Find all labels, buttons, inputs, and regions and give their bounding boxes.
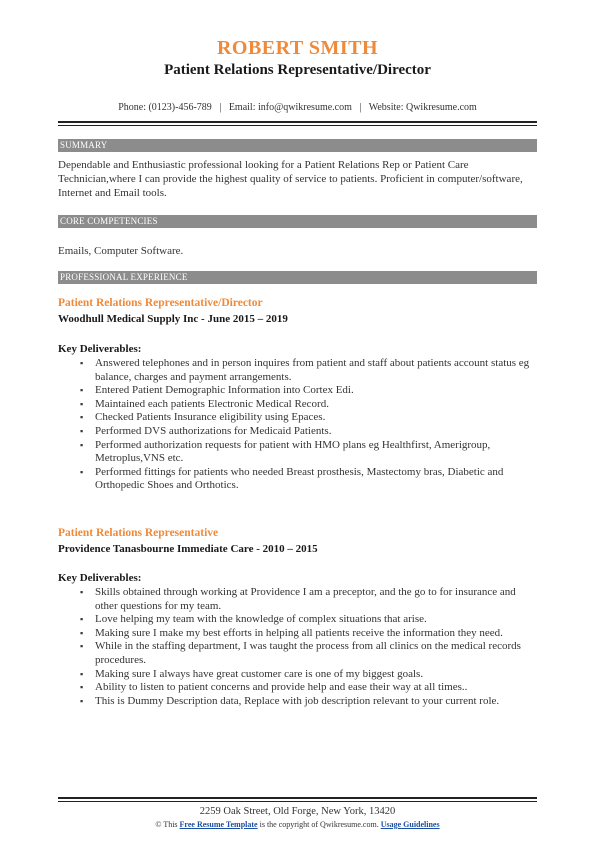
footer-address: 2259 Oak Street, Old Forge, New York, 13420 <box>199 806 396 817</box>
footer-divider-thin <box>58 801 537 802</box>
job-bullets <box>58 586 538 708</box>
header-divider-thin <box>58 125 537 126</box>
contact-separator: | <box>219 102 222 113</box>
list-item: ▪ Skills obtained through working at Providence I am a preceptor, and the go to for insurance and other questions for my team. <box>58 586 538 613</box>
list-item: ▪ Making sure I always have great customer care is one of my biggest goals. <box>58 668 538 682</box>
key-deliverables-label: Key Deliverables: <box>58 572 142 584</box>
job-title: Patient Relations Representative/Director <box>58 297 263 309</box>
list-item: ▪ Making sure I make my best efforts in helping all patients receive the information they need. <box>58 627 538 641</box>
list-item: ▪ Entered Patient Demographic Information into Cortex Edi. <box>58 384 538 398</box>
usage-guidelines-link[interactable]: Usage Guidelines <box>380 820 440 829</box>
section-header-summary: SUMMARY <box>58 139 537 152</box>
list-item: ▪ While in the staffing department, I was taught the process from all clinics on the medical records procedures. <box>58 640 538 667</box>
list-item: ▪ Performed fittings for patients who needed Breast prosthesis, Mastectomy bras, Diabetic and Orthopedic Shoes and Orthotics. <box>58 466 538 493</box>
footer-copyright <box>0 820 595 829</box>
list-item: ▪ Maintained each patients Electronic Medical Record. <box>58 398 538 412</box>
job-company: Providence Tanasbourne Immediate Care - 2010 – 2015 <box>58 543 318 555</box>
job-bullets <box>58 357 538 493</box>
header-divider <box>58 121 537 123</box>
candidate-name: ROBERT SMITH <box>216 37 379 59</box>
job-title: Patient Relations Representative <box>58 527 219 539</box>
list-item: ▪ Performed authorization requests for patient with HMO plans eg Healthfirst, Amerigroup, Metroplus,VNS etc. <box>58 439 538 466</box>
candidate-title: Patient Relations Representative/Director <box>164 62 431 78</box>
footer-divider <box>58 797 537 799</box>
contact-separator: | <box>359 102 362 113</box>
contact-line <box>0 102 595 113</box>
contact-phone: Phone: (0123)-456-789 <box>118 102 212 113</box>
copyright-middle: is the copyright of Qwikresume.com. <box>259 820 379 829</box>
list-item: ▪ This is Dummy Description data, Replace with job description relevant to your current role. <box>58 695 538 709</box>
competencies-text: Emails, Computer Software. <box>58 245 184 257</box>
contact-website[interactable]: Website: Qwikresume.com <box>368 102 477 113</box>
list-item: ▪ Checked Patients Insurance eligibility using Epaces. <box>58 411 538 425</box>
section-header-competencies: CORE COMPETENCIES <box>58 215 537 228</box>
list-item: ▪ Answered telephones and in person inquires from patient and staff about patients account status eg balance, charges and payment arrangements. <box>58 357 538 384</box>
list-item: ▪ Ability to listen to patient concerns and provide help and ease their way at all times.. <box>58 681 538 695</box>
job-company: Woodhull Medical Supply Inc - June 2015 – 2019 <box>58 313 288 325</box>
list-item: ▪ Performed DVS authorizations for Medicaid Patients. <box>58 425 538 439</box>
copyright-prefix: © This <box>155 820 178 829</box>
list-item: ▪ Love helping my team with the knowledge of complex situations that arise. <box>58 613 538 627</box>
key-deliverables-label: Key Deliverables: <box>58 343 142 355</box>
contact-email[interactable]: Email: info@qwikresume.com <box>228 102 352 113</box>
free-resume-template-link[interactable]: Free Resume Template <box>179 820 258 829</box>
section-header-experience: PROFESSIONAL EXPERIENCE <box>58 271 537 284</box>
summary-text: Dependable and Enthusiastic professional looking for a Patient Relations Rep or Patient Care Technician,where I can provide the highest quality of service to patients. Proficient in computer/software, Internet and Email tools. <box>58 159 523 199</box>
